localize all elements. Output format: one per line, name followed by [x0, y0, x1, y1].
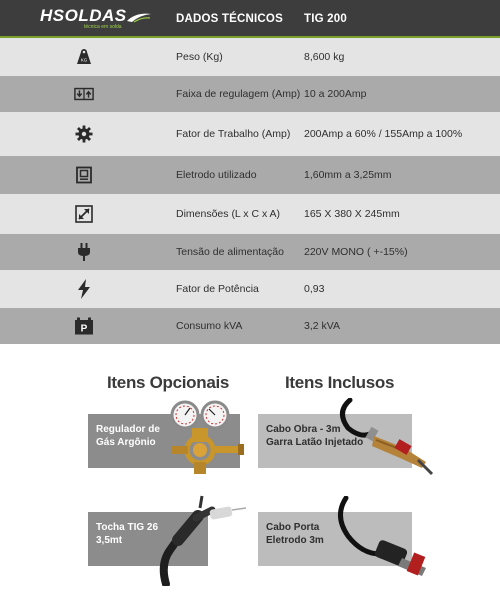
spec-value: 10 a 200Amp	[304, 88, 367, 100]
model-title: TIG 200	[304, 13, 347, 25]
item-label-line2: Gás Argônio	[96, 437, 156, 448]
item-label-line1: Tocha TIG 26	[96, 522, 159, 533]
spec-row-weight	[0, 38, 500, 76]
tig-torch-image	[152, 494, 248, 586]
spec-label: Dimensões (L x C x A)	[176, 208, 281, 220]
brand-name: HSOLDAS	[40, 6, 127, 25]
spec-label: Consumo kVA	[176, 320, 243, 332]
spec-label: Peso (Kg)	[176, 51, 223, 63]
spec-label: Fator de Trabalho (Amp)	[176, 128, 291, 140]
spec-value: 1,60mm a 3,25mm	[304, 169, 392, 181]
spec-row-duty-cycle	[0, 112, 500, 156]
brand-swoosh-icon	[126, 10, 152, 24]
item-label-line1: Cabo Obra - 3m	[266, 424, 341, 435]
spec-row-electrode	[0, 156, 500, 194]
gear-icon	[74, 124, 94, 144]
item-label-line2: Garra Latão Injetado	[266, 437, 364, 448]
plug-icon	[74, 242, 94, 262]
included-items-title: Itens Inclusos	[285, 373, 395, 392]
spec-header	[0, 0, 500, 38]
spec-value: 220V MONO ( +-15%)	[304, 246, 408, 258]
spec-label: Fator de Potência	[176, 283, 259, 295]
spec-row-power-factor	[0, 270, 500, 308]
optional-items-title: Itens Opcionais	[107, 373, 230, 392]
item-label-line2: 3,5mt	[96, 535, 123, 546]
svg-text:P: P	[80, 323, 88, 335]
brand-tagline: técnica em solda	[84, 24, 122, 30]
gas-regulator-image	[168, 398, 248, 478]
spec-value: 8,600 kg	[304, 51, 345, 63]
spec-label: Tensão de alimentação	[176, 246, 284, 258]
spec-row-dimensions	[0, 194, 500, 234]
spec-value: 165 X 380 X 245mm	[304, 208, 400, 220]
svg-text:KG: KG	[80, 57, 88, 63]
spec-value: 200Amp a 60% / 155Amp a 100%	[304, 128, 463, 140]
item-label-line2: Eletrodo 3m	[266, 535, 324, 546]
power-consumption-icon	[74, 316, 94, 336]
spec-value: 3,2 kVA	[304, 320, 340, 332]
amperage-range-icon	[74, 84, 94, 104]
spec-label: Eletrodo utilizado	[176, 169, 257, 181]
spec-row-voltage	[0, 234, 500, 270]
weight-icon	[74, 47, 94, 67]
electrode-icon	[74, 165, 94, 185]
ground-clamp-image	[330, 398, 434, 478]
spec-row-consumption	[0, 308, 500, 344]
dimensions-icon	[74, 204, 94, 224]
spec-row-amperage-range	[0, 76, 500, 112]
brand-logo	[40, 6, 150, 32]
item-label-line1: Regulador de	[96, 424, 160, 435]
electrode-holder-image	[330, 496, 434, 586]
spec-value: 0,93	[304, 283, 325, 295]
item-label-line1: Cabo Porta	[266, 522, 320, 533]
lightning-icon	[74, 279, 94, 299]
column-title: DADOS TÉCNICOS	[176, 13, 283, 25]
spec-label: Faixa de regulagem (Amp)	[176, 88, 301, 100]
